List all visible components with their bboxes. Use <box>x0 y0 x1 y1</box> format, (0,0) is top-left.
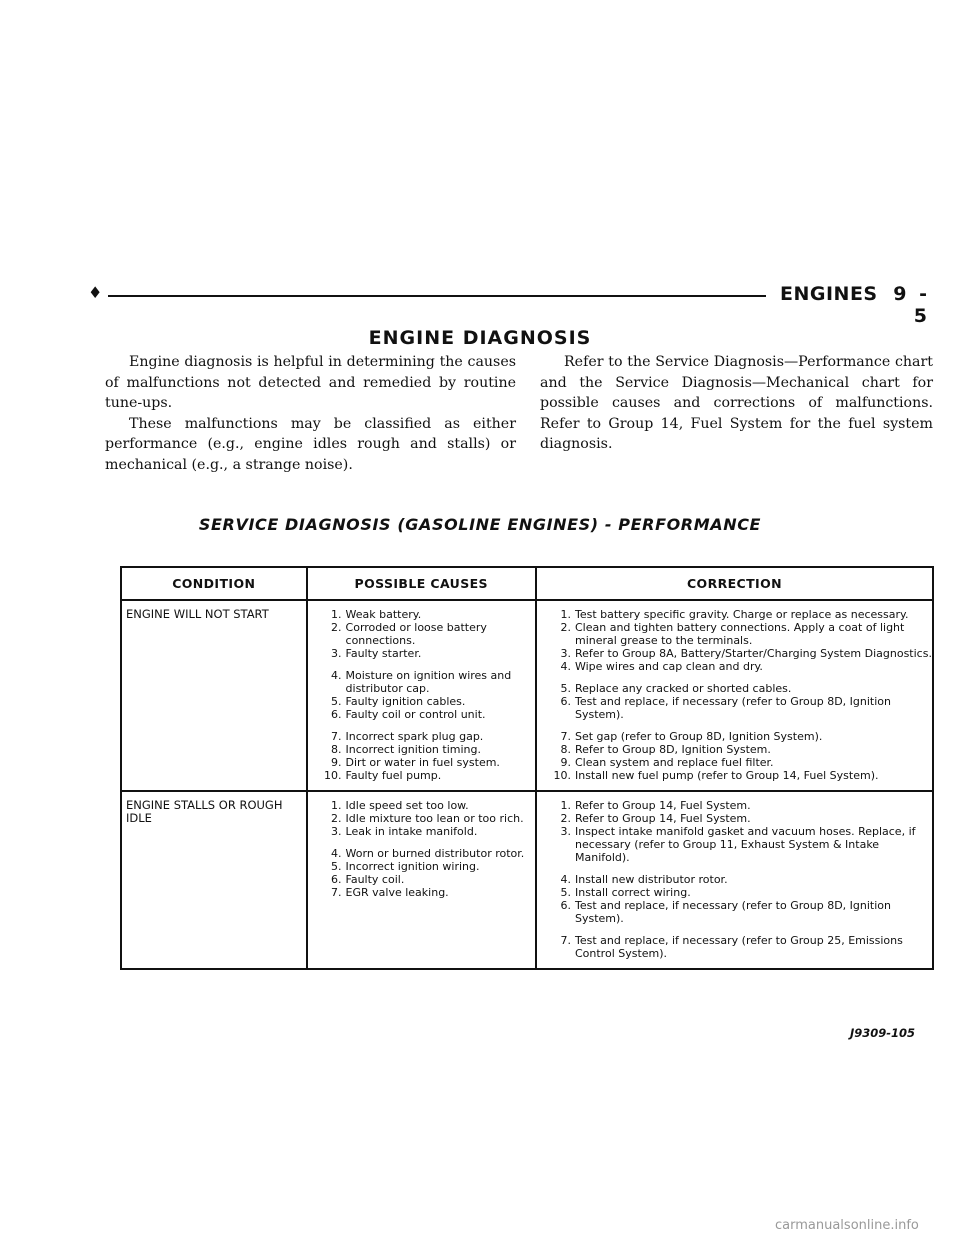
item-text: EGR valve leaking. <box>345 886 449 899</box>
item-text: Dirt or water in fuel system. <box>345 756 500 769</box>
figure-id: J9309-105 <box>850 1026 916 1040</box>
item-number: 8. <box>560 743 571 756</box>
item-text: Wipe wires and cap clean and dry. <box>574 660 763 673</box>
item-number: 7. <box>560 934 571 947</box>
item-number: 9. <box>331 756 342 769</box>
list-item <box>324 708 535 721</box>
list-item <box>324 769 535 782</box>
item-number: 7. <box>331 886 342 899</box>
item-number: 1. <box>560 608 571 621</box>
list-item <box>324 799 535 812</box>
intro-left-column <box>105 352 516 475</box>
item-text: Incorrect spark plug gap. <box>345 730 484 743</box>
item-number: 7. <box>331 730 342 743</box>
item-number: 2. <box>560 621 571 634</box>
item-number: 5. <box>560 886 571 899</box>
item-text: Corroded or loose battery connections. <box>345 621 487 647</box>
item-number: 6. <box>560 695 571 708</box>
list-item <box>553 682 932 695</box>
table-title: SERVICE DIAGNOSIS (GASOLINE ENGINES) - PERFORMANCE <box>198 515 762 534</box>
item-number: 6. <box>331 708 342 721</box>
item-number: 1. <box>331 608 342 621</box>
list-item <box>553 660 932 673</box>
table-row <box>121 791 933 969</box>
list-item <box>553 825 932 864</box>
correction-cell <box>536 791 933 969</box>
item-number: 5. <box>331 860 342 873</box>
item-number: 1. <box>560 799 571 812</box>
intro-paragraph: These malfunctions may be classified as either performance (e.g., engine idles rough and stalls) or mechanical (e.g., a strange noise). <box>105 415 516 473</box>
list-item <box>553 799 932 812</box>
table-row <box>121 600 933 791</box>
list-item <box>553 647 932 660</box>
item-text: Faulty coil or control unit. <box>345 708 486 721</box>
item-number: 4. <box>560 660 571 673</box>
item-text: Incorrect ignition wiring. <box>345 860 480 873</box>
table-header-row <box>121 567 933 600</box>
column-header-correction: CORRECTION <box>536 567 933 600</box>
item-text: Worn or burned distributor rotor. <box>345 847 525 860</box>
list-item <box>553 756 932 769</box>
condition-cell: ENGINE WILL NOT START <box>121 600 307 791</box>
list-item <box>553 695 932 721</box>
list-item <box>324 756 535 769</box>
item-text: Test and replace, if necessary (refer to Group 8D, Ignition System). <box>574 695 891 721</box>
item-text: Faulty starter. <box>345 647 422 660</box>
item-text: Set gap (refer to Group 8D, Ignition System). <box>574 730 823 743</box>
item-number: 2. <box>331 621 342 634</box>
item-text: Inspect intake manifold gasket and vacuum hoses. Replace, if necessary (refer to Group 11, Exhaust System & Intake Manifold). <box>574 825 916 864</box>
item-number: 9. <box>560 756 571 769</box>
item-text: Replace any cracked or shorted cables. <box>574 682 792 695</box>
intro-paragraph: Refer to the Service Diagnosis—Performance chart and the Service Diagnosis—Mechanical chart for possible causes and corrections of malfunctions. Refer to Group 14, Fuel System for the fuel system diagnosis. <box>540 354 933 452</box>
item-text: Install correct wiring. <box>574 886 691 899</box>
item-text: Test battery specific gravity. Charge or replace as necessary. <box>574 608 909 621</box>
causes-cell <box>307 600 536 791</box>
item-number: 2. <box>331 812 342 825</box>
list-item <box>553 743 932 756</box>
item-number: 4. <box>331 669 342 682</box>
intro-paragraph: Engine diagnosis is helpful in determining the causes of malfunctions not detected and remedied by routine tune-ups. <box>105 354 516 411</box>
header-rule <box>108 295 766 297</box>
list-item <box>553 621 932 647</box>
diamond-icon: ♦ <box>88 283 103 302</box>
causes-cell <box>307 791 536 969</box>
column-header-condition: CONDITION <box>121 567 307 600</box>
list-item <box>324 860 535 873</box>
list-item <box>324 886 535 899</box>
item-text: Faulty ignition cables. <box>345 695 466 708</box>
list-item <box>324 608 535 621</box>
item-text: Leak in intake manifold. <box>345 825 478 838</box>
correction-cell <box>536 600 933 791</box>
item-text: Test and replace, if necessary (refer to Group 8D, Ignition System). <box>574 899 891 925</box>
item-number: 5. <box>331 695 342 708</box>
item-text: Moisture on ignition wires and distributor cap. <box>345 669 512 695</box>
list-item <box>553 730 932 743</box>
item-text: Idle speed set too low. <box>345 799 469 812</box>
chapter-title: ENGINES <box>780 283 878 305</box>
item-number: 10. <box>324 769 342 782</box>
item-number: 6. <box>331 873 342 886</box>
item-number: 1. <box>331 799 342 812</box>
page-number: 9 - 5 <box>893 283 930 327</box>
footer-watermark: carmanualsonline.info <box>775 1218 919 1233</box>
intro-right-column <box>540 352 933 455</box>
condition-cell: ENGINE STALLS OR ROUGH IDLE <box>121 791 307 969</box>
item-number: 7. <box>560 730 571 743</box>
item-text: Weak battery. <box>345 608 422 621</box>
list-item <box>553 769 932 782</box>
item-text: Refer to Group 8D, Ignition System. <box>574 743 771 756</box>
list-item <box>324 621 535 647</box>
item-number: 3. <box>331 647 342 660</box>
list-item <box>324 873 535 886</box>
item-text: Refer to Group 14, Fuel System. <box>574 799 751 812</box>
item-text: Test and replace, if necessary (refer to Group 25, Emissions Control System). <box>574 934 903 960</box>
item-text: Clean and tighten battery connections. Apply a coat of light mineral grease to the terminals. <box>574 621 905 647</box>
list-item <box>553 934 932 960</box>
list-item <box>324 647 535 660</box>
item-number: 3. <box>560 825 571 838</box>
item-text: Install new fuel pump (refer to Group 14, Fuel System). <box>574 769 879 782</box>
item-number: 3. <box>331 825 342 838</box>
diagnosis-table <box>120 566 934 970</box>
list-item <box>324 743 535 756</box>
list-item <box>553 899 932 925</box>
list-item <box>324 669 535 695</box>
list-item <box>553 873 932 886</box>
item-number: 2. <box>560 812 571 825</box>
item-number: 4. <box>560 873 571 886</box>
list-item <box>324 812 535 825</box>
list-item <box>553 812 932 825</box>
item-text: Clean system and replace fuel filter. <box>574 756 774 769</box>
page-header <box>88 283 930 327</box>
list-item <box>324 825 535 838</box>
item-text: Install new distributor rotor. <box>574 873 728 886</box>
list-item <box>324 695 535 708</box>
section-title: ENGINE DIAGNOSIS <box>368 327 592 349</box>
item-text: Incorrect ignition timing. <box>345 743 481 756</box>
column-header-causes: POSSIBLE CAUSES <box>307 567 536 600</box>
list-item <box>324 847 535 860</box>
list-item <box>553 886 932 899</box>
list-item <box>324 730 535 743</box>
item-number: 6. <box>560 899 571 912</box>
item-text: Faulty fuel pump. <box>345 769 442 782</box>
item-text: Idle mixture too lean or too rich. <box>345 812 524 825</box>
item-text: Refer to Group 8A, Battery/Starter/Charging System Diagnostics. <box>574 647 932 660</box>
item-number: 5. <box>560 682 571 695</box>
item-text: Refer to Group 14, Fuel System. <box>574 812 751 825</box>
item-number: 8. <box>331 743 342 756</box>
item-number: 4. <box>331 847 342 860</box>
list-item <box>553 608 932 621</box>
item-text: Faulty coil. <box>345 873 405 886</box>
item-number: 3. <box>560 647 571 660</box>
item-number: 10. <box>553 769 571 782</box>
